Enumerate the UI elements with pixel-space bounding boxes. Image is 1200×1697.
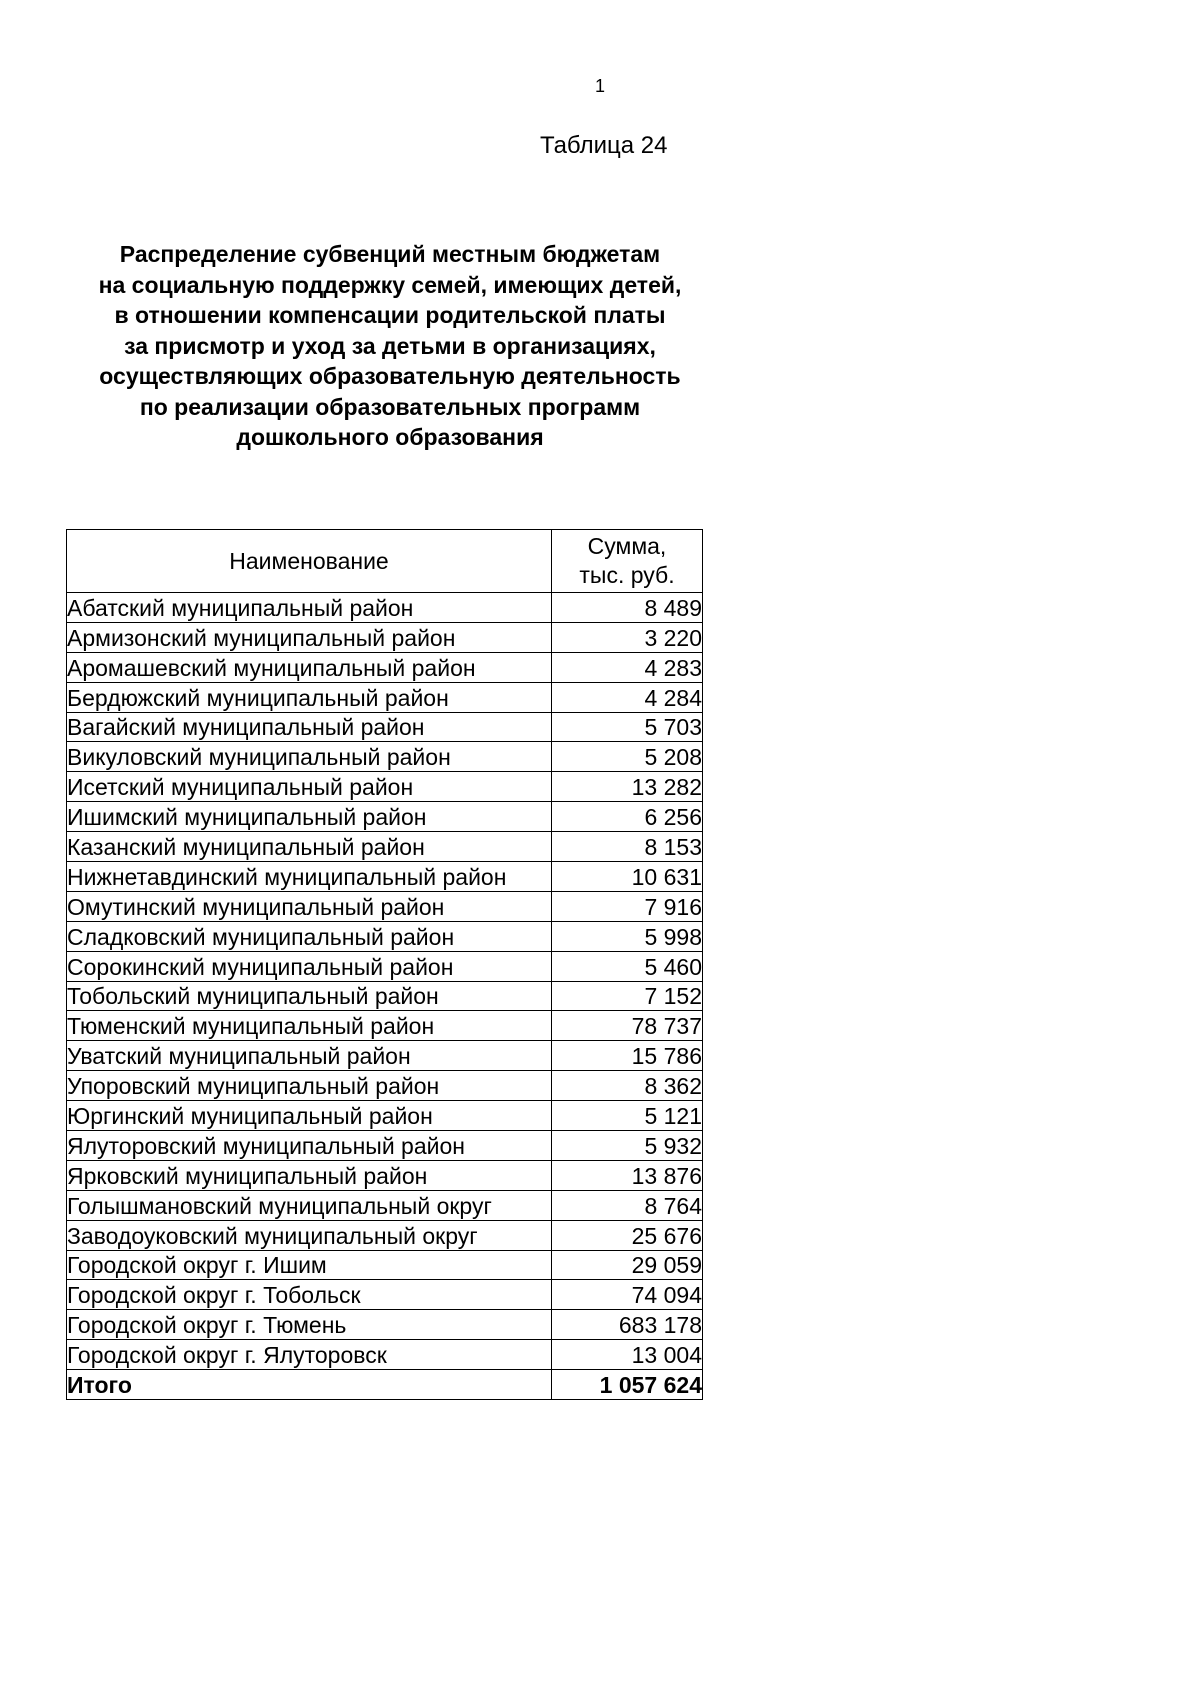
- table-row: [67, 1250, 703, 1280]
- row-sum: 13 004: [552, 1340, 703, 1370]
- row-sum: 5 703: [552, 712, 703, 742]
- total-row: [67, 1370, 703, 1400]
- row-sum: 4 283: [552, 652, 703, 682]
- row-name: Аромашевский муниципальный район: [67, 652, 552, 682]
- row-name: Ялуторовский муниципальный район: [67, 1131, 552, 1161]
- row-name: Нижнетавдинский муниципальный район: [67, 862, 552, 892]
- table-row: [67, 682, 703, 712]
- row-name: Сладковский муниципальный район: [67, 921, 552, 951]
- row-sum: 78 737: [552, 1011, 703, 1041]
- total-label: Итого: [67, 1370, 552, 1400]
- header-name: Наименование: [67, 530, 552, 593]
- table-row: [67, 1011, 703, 1041]
- header-sum-line1: Сумма,: [587, 533, 667, 559]
- row-name: Бердюжский муниципальный район: [67, 682, 552, 712]
- subventions-table: [66, 529, 703, 1400]
- document-title: [60, 239, 720, 453]
- table-row: [67, 1310, 703, 1340]
- row-name: Уватский муниципальный район: [67, 1041, 552, 1071]
- row-name: Вагайский муниципальный район: [67, 712, 552, 742]
- table-row: [67, 772, 703, 802]
- row-sum: 7 152: [552, 981, 703, 1011]
- row-sum: 6 256: [552, 802, 703, 832]
- title-line: осуществляющих образовательную деятельность: [99, 363, 681, 389]
- row-sum: 5 121: [552, 1101, 703, 1131]
- row-name: Викуловский муниципальный район: [67, 742, 552, 772]
- table-row: [67, 1071, 703, 1101]
- row-sum: 5 460: [552, 951, 703, 981]
- table-body: [67, 593, 703, 1400]
- title-line: в отношении компенсации родительской платы: [114, 302, 666, 328]
- table-row: [67, 1160, 703, 1190]
- table-header-row: [67, 530, 703, 593]
- row-sum: 8 489: [552, 593, 703, 623]
- title-line: за присмотр и уход за детьми в организациях,: [124, 332, 656, 359]
- row-name: Омутинский муниципальный район: [67, 891, 552, 921]
- row-sum: 74 094: [552, 1280, 703, 1310]
- table-row: [67, 1041, 703, 1071]
- row-name: Городской округ г. Ялуторовск: [67, 1340, 552, 1370]
- row-sum: 5 208: [552, 742, 703, 772]
- table-row: [67, 951, 703, 981]
- row-name: Абатский муниципальный район: [67, 593, 552, 623]
- table-row: [67, 622, 703, 652]
- table-row: [67, 1280, 703, 1310]
- row-sum: 25 676: [552, 1220, 703, 1250]
- row-sum: 7 916: [552, 891, 703, 921]
- row-name: Тюменский муниципальный район: [67, 1011, 552, 1041]
- row-sum: 8 764: [552, 1190, 703, 1220]
- row-sum: 13 282: [552, 772, 703, 802]
- row-sum: 10 631: [552, 862, 703, 892]
- table-row: [67, 1131, 703, 1161]
- row-name: Казанский муниципальный район: [67, 832, 552, 862]
- row-name: Исетский муниципальный район: [67, 772, 552, 802]
- table-row: [67, 802, 703, 832]
- row-sum: 15 786: [552, 1041, 703, 1071]
- table-row: [67, 1101, 703, 1131]
- table-row: [67, 593, 703, 623]
- row-sum: 8 362: [552, 1071, 703, 1101]
- table-row: [67, 712, 703, 742]
- row-name: Городской округ г. Ишим: [67, 1250, 552, 1280]
- table-row: [67, 1190, 703, 1220]
- row-name: Упоровский муниципальный район: [67, 1071, 552, 1101]
- row-name: Ярковский муниципальный район: [67, 1160, 552, 1190]
- total-sum: 1 057 624: [552, 1370, 703, 1400]
- title-line: дошкольного образования: [236, 424, 544, 450]
- table-label: Таблица 24: [540, 132, 668, 159]
- row-name: Городской округ г. Тюмень: [67, 1310, 552, 1340]
- table-row: [67, 862, 703, 892]
- page-number: 1: [594, 76, 605, 96]
- row-sum: 4 284: [552, 682, 703, 712]
- row-name: Ишимский муниципальный район: [67, 802, 552, 832]
- row-name: Заводоуковский муниципальный округ: [67, 1220, 552, 1250]
- table-row: [67, 921, 703, 951]
- row-name: Тобольский муниципальный район: [67, 981, 552, 1011]
- row-sum: 3 220: [552, 622, 703, 652]
- title-line: Распределение субвенций местным бюджетам: [119, 241, 661, 267]
- row-sum: 13 876: [552, 1160, 703, 1190]
- row-sum: 5 998: [552, 921, 703, 951]
- title-line: по реализации образовательных программ: [139, 393, 641, 420]
- header-sum: [552, 530, 703, 593]
- row-sum: 29 059: [552, 1250, 703, 1280]
- row-sum: 8 153: [552, 832, 703, 862]
- table-row: [67, 981, 703, 1011]
- table-row: [67, 652, 703, 682]
- table-row: [67, 832, 703, 862]
- row-sum: 5 932: [552, 1131, 703, 1161]
- row-name: Голышмановский муниципальный округ: [67, 1190, 552, 1220]
- header-sum-line2: тыс. руб.: [579, 562, 675, 588]
- table-row: [67, 742, 703, 772]
- table-row: [67, 1220, 703, 1250]
- row-name: Сорокинский муниципальный район: [67, 951, 552, 981]
- row-name: Армизонский муниципальный район: [67, 622, 552, 652]
- row-name: Городской округ г. Тобольск: [67, 1280, 552, 1310]
- table-row: [67, 891, 703, 921]
- row-sum: 683 178: [552, 1310, 703, 1340]
- table-row: [67, 1340, 703, 1370]
- row-name: Юргинский муниципальный район: [67, 1101, 552, 1131]
- title-line: на социальную поддержку семей, имеющих детей,: [98, 271, 682, 298]
